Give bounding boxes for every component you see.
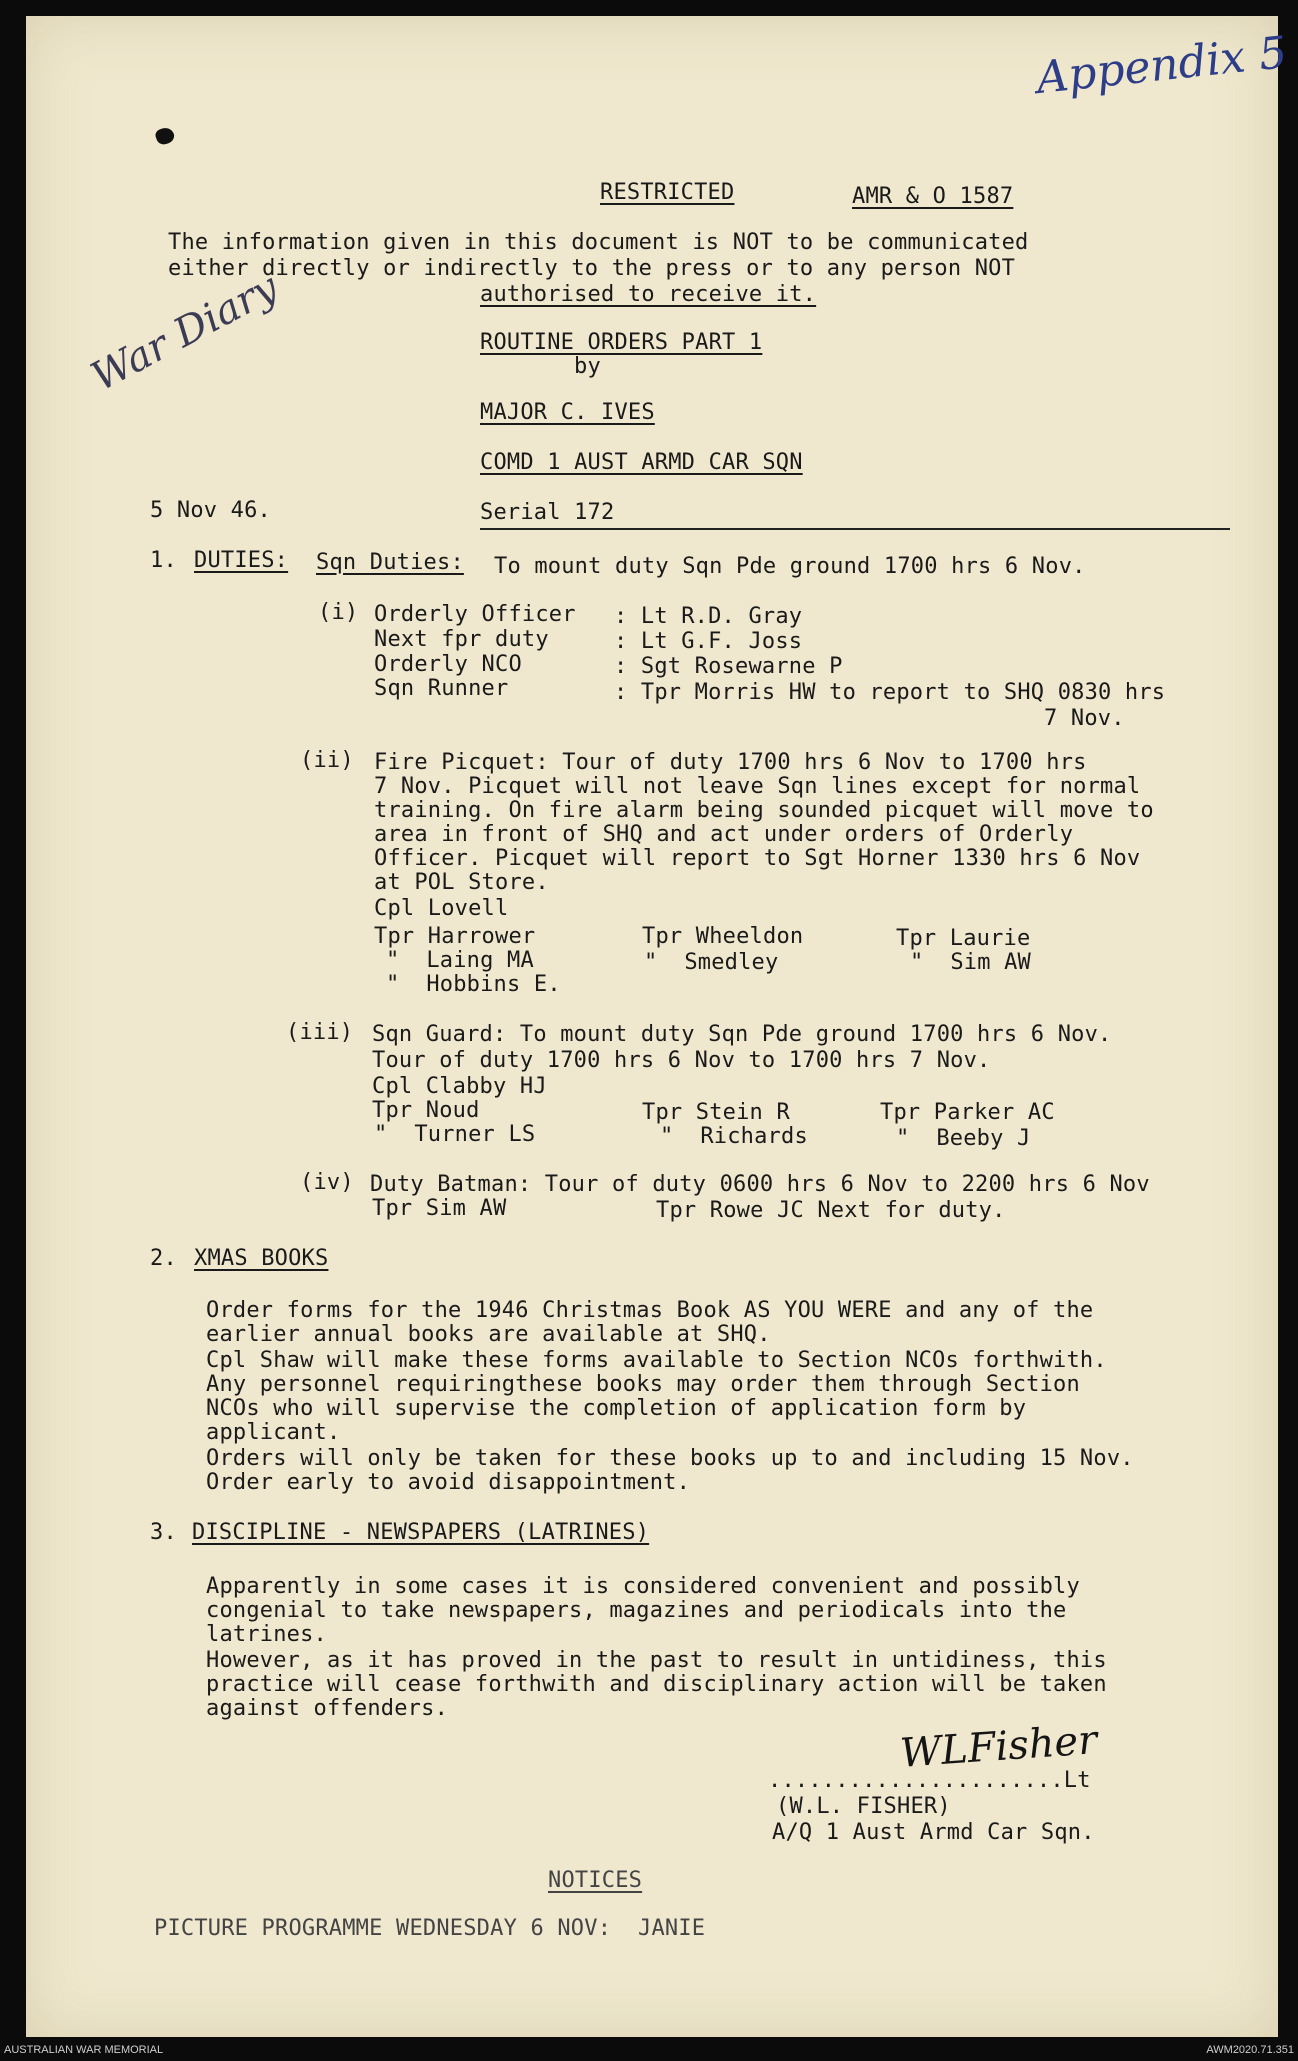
section-2-number: 2.: [150, 1246, 177, 1271]
trooper-name: " Laing MA: [386, 948, 534, 973]
item-iii-number: (iii): [286, 1020, 354, 1045]
trooper-name: Tpr Harrower: [374, 924, 536, 949]
section-1-heading: DUTIES:: [194, 548, 289, 573]
duty-name: : Lt G.F. Joss: [614, 629, 803, 654]
section-1-text: To mount duty Sqn Pde ground 1700 hrs 6 Nov.: [494, 554, 1086, 579]
role-label: Next fpr duty: [374, 627, 549, 652]
paragraph-line: NCOs who will supervise the completion of application form by: [206, 1396, 1027, 1421]
document-title: ROUTINE ORDERS PART 1: [480, 330, 763, 355]
trooper-name: " Sim AW: [910, 950, 1032, 975]
paragraph-line: area in front of SHQ and act under orders of Orderly: [374, 822, 1074, 847]
trooper-name: Tpr Sim AW: [372, 1196, 507, 1221]
trooper-name: Tpr Noud: [372, 1098, 480, 1123]
unit-name: COMD 1 AUST ARMD CAR SQN: [480, 450, 803, 475]
signatory-name: (W.L. FISHER): [776, 1794, 951, 1819]
paragraph-line: Cpl Shaw will make these forms available to Section NCOs forthwith.: [206, 1348, 1107, 1373]
paragraph-line: latrines.: [206, 1622, 328, 1647]
paragraph-line: Any personnel requiringthese books may order them through Section: [206, 1372, 1080, 1397]
notice-line-1: The information given in this document is NOT to be communicated: [168, 230, 1029, 255]
paragraph-line: Officer. Picquet will report to Sgt Horner 1330 hrs 6 Nov: [374, 846, 1141, 871]
by-label: by: [574, 354, 601, 379]
paragraph-line: Fire Picquet: Tour of duty 1700 hrs 6 Nov to 1700 hrs: [374, 750, 1087, 775]
paragraph-line: earlier annual books are available at SHQ.: [206, 1322, 771, 1347]
corporal-name: Cpl Clabby HJ: [372, 1074, 547, 1099]
header-divider: [480, 528, 1230, 530]
trooper-name: " Hobbins E.: [386, 972, 561, 997]
trooper-name: Tpr Laurie: [896, 926, 1031, 951]
paragraph-line: at POL Store.: [374, 870, 549, 895]
paragraph-line: 7 Nov. Picquet will not leave Sqn lines except for normal: [374, 774, 1141, 799]
trooper-name: " Richards: [660, 1124, 808, 1149]
paragraph-line: Tour of duty 1700 hrs 6 Nov to 1700 hrs 7 Nov.: [372, 1048, 991, 1073]
item-iv-number: (iv): [300, 1170, 354, 1195]
section-1-subheading: Sqn Duties:: [316, 550, 464, 575]
archive-reference: AWM2020.71.351: [1206, 2044, 1294, 2056]
duty-name: : Sgt Rosewarne P: [614, 654, 843, 679]
trooper-name: Tpr Stein R: [642, 1100, 790, 1125]
notice-line-3: authorised to receive it.: [480, 282, 817, 307]
trooper-name: Tpr Parker AC: [880, 1100, 1055, 1125]
paragraph-line: practice will cease forthwith and disciplinary action will be taken: [206, 1672, 1107, 1697]
signatory-role: A/Q 1 Aust Armd Car Sqn.: [772, 1820, 1095, 1845]
paragraph-line: training. On fire alarm being sounded picquet will move to: [374, 798, 1154, 823]
item-ii-number: (ii): [300, 748, 354, 773]
section-3-number: 3.: [150, 1520, 177, 1545]
section-2-heading: XMAS BOOKS: [194, 1246, 329, 1271]
role-label: Orderly Officer: [374, 602, 576, 627]
paragraph-line: Sqn Guard: To mount duty Sqn Pde ground 1700 hrs 6 Nov.: [372, 1022, 1112, 1047]
serial-number: Serial 172: [480, 500, 615, 525]
item-i-number: (i): [318, 600, 359, 625]
paragraph-line: Duty Batman: Tour of duty 0600 hrs 6 Nov to 2200 hrs 6 Nov: [370, 1172, 1150, 1197]
paragraph-line: Order early to avoid disappointment.: [206, 1470, 691, 1495]
notices-heading: NOTICES: [548, 1868, 643, 1893]
paragraph-line: applicant.: [206, 1420, 341, 1445]
war-diary-annotation: War Diary: [84, 264, 286, 401]
duty-name-continuation: 7 Nov.: [1044, 706, 1125, 731]
trooper-name: Tpr Wheeldon: [642, 924, 804, 949]
next-for-duty: Tpr Rowe JC Next for duty.: [656, 1198, 1006, 1223]
order-date: 5 Nov 46.: [150, 498, 272, 523]
appendix-annotation: Appendix 5: [1034, 26, 1290, 105]
paragraph-line: Order forms for the 1946 Christmas Book AS YOU WERE and any of the: [206, 1298, 1094, 1323]
reference-number: AMR & O 1587: [852, 184, 1014, 209]
trooper-name: " Smedley: [644, 950, 779, 975]
paragraph-line: Orders will only be taken for these books up to and including 15 Nov.: [206, 1446, 1134, 1471]
paragraph-line: However, as it has proved in the past to result in untidiness, this: [206, 1648, 1107, 1673]
notice-line-2: either directly or indirectly to the press or to any person NOT: [168, 256, 1016, 281]
trooper-name: " Turner LS: [374, 1122, 536, 1147]
paragraph-line: congenial to take newspapers, magazines and periodicals into the: [206, 1598, 1067, 1623]
section-3-heading: DISCIPLINE - NEWSPAPERS (LATRINES): [192, 1520, 650, 1545]
duty-name: : Lt R.D. Gray: [614, 604, 803, 629]
signature-dots: ......................Lt: [768, 1768, 1091, 1793]
duty-name: : Tpr Morris HW to report to SHQ 0830 hrs: [614, 680, 1166, 705]
role-label: Orderly NCO: [374, 652, 522, 677]
section-1-number: 1.: [150, 548, 177, 573]
paragraph-line: against offenders.: [206, 1696, 449, 1721]
role-label: Sqn Runner: [374, 676, 509, 701]
signature: WLFisher: [898, 1717, 1099, 1777]
trooper-name: " Beeby J: [896, 1126, 1031, 1151]
restricted-label: RESTRICTED: [600, 180, 735, 205]
archive-credit: AUSTRALIAN WAR MEMORIAL: [4, 2044, 164, 2056]
paragraph-line: Apparently in some cases it is considered convenient and possibly: [206, 1574, 1080, 1599]
notice-line: PICTURE PROGRAMME WEDNESDAY 6 NOV: JANIE: [154, 1916, 706, 1941]
issuing-officer: MAJOR C. IVES: [480, 400, 655, 425]
corporal-name: Cpl Lovell: [374, 896, 509, 921]
